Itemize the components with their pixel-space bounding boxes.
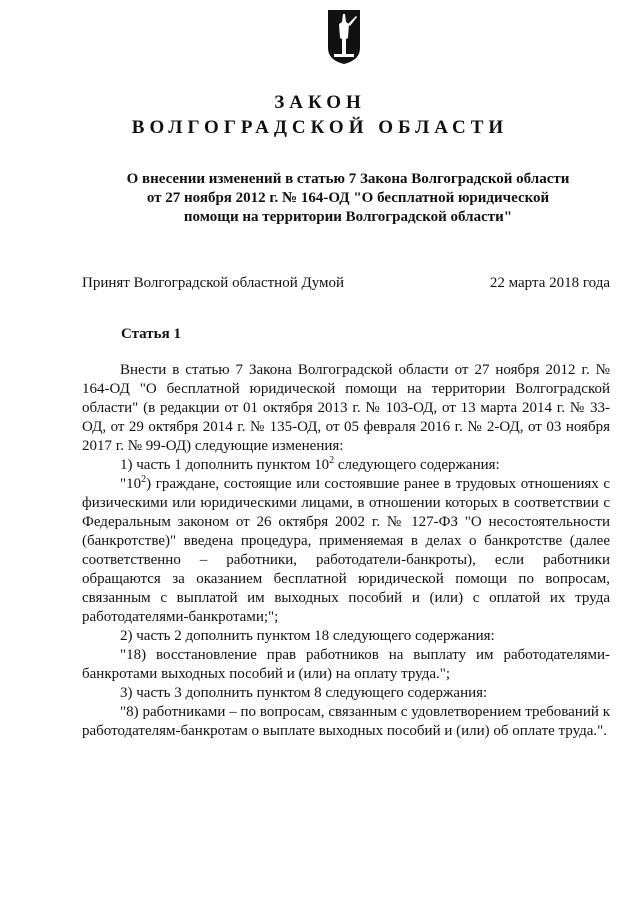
item-1-lead-text: 1) часть 1 дополнить пунктом 10 bbox=[120, 457, 330, 473]
item-2-text: "18) восстановление прав работников на выплату им работодателями-банкротами выходных пособий и (или) на оплату труда."; bbox=[82, 647, 610, 682]
item-3-lead: 3) часть 3 дополнить пунктом 8 следующего содержания: bbox=[120, 685, 488, 701]
adoption-date: 22 марта 2018 года bbox=[489, 275, 610, 291]
law-subject bbox=[110, 170, 586, 227]
law-region: ВОЛГОГРАДСКОЙ ОБЛАСТИ bbox=[131, 117, 509, 138]
item-1-lead-tail: следующего содержания: bbox=[334, 457, 500, 473]
article-intro: Внести в статью 7 Закона Волгоградской области от 27 ноября 2012 г. № 164-ОД "О бесплатной юридической помощи на территории Волгоградской области" (в редакции от 01 октября 2013 г. № 103-ОД, от 13 марта 2014 г. № 33-ОД, от 29 октября 2014 г. № 135-ОД, от 05 февраля 2016 г. № 2-ОД, от 03 ноября 2017 г. № 99-ОД) следующие изменения: bbox=[82, 362, 610, 454]
subject-line: помощи на территории Волгоградской области" bbox=[183, 209, 513, 225]
article-heading: Статья 1 bbox=[121, 326, 181, 342]
coat-of-arms-icon bbox=[326, 8, 362, 66]
article-body bbox=[82, 361, 610, 741]
superscript: 2 bbox=[329, 455, 335, 466]
adopted-by: Принят Волгоградской областной Думой bbox=[82, 275, 345, 291]
subject-line: О внесении изменений в статью 7 Закона Волгоградской области bbox=[126, 171, 570, 187]
item-1-body: ) граждане, состоящие или состоявшие ранее в трудовых отношениях с физическими или юридическими лицами, в отношении которых в соответствии с Федеральным законом от 26 октября 2002 г. № 127-ФЗ "О несостоятельности (банкротстве)" введена процедура, применяемая в делах о банкротстве (далее соответственно – работники, работодатели-банкроты), если работники обращаются за оказанием бесплатной юридической помощи по вопросам, связанным с выплатой им выходных пособий и (или) с оплатой их труда работодателями-банкротами;"; bbox=[82, 476, 610, 625]
item-1-number: "10 bbox=[120, 476, 142, 492]
item-1-text bbox=[82, 475, 610, 627]
item-2-lead: 2) часть 2 дополнить пунктом 18 следующего содержания: bbox=[120, 628, 495, 644]
law-title: ЗАКОН bbox=[274, 92, 366, 113]
subject-line: от 27 ноября 2012 г. № 164-ОД "О бесплатной юридической bbox=[146, 190, 550, 206]
superscript: 2 bbox=[141, 474, 147, 485]
item-3-text: "8) работниками – по вопросам, связанным с удовлетворением требований к работодателям-банкротам о выплате выходных пособий и (или) об оплате труда.". bbox=[82, 704, 610, 739]
item-1-lead bbox=[82, 456, 610, 475]
